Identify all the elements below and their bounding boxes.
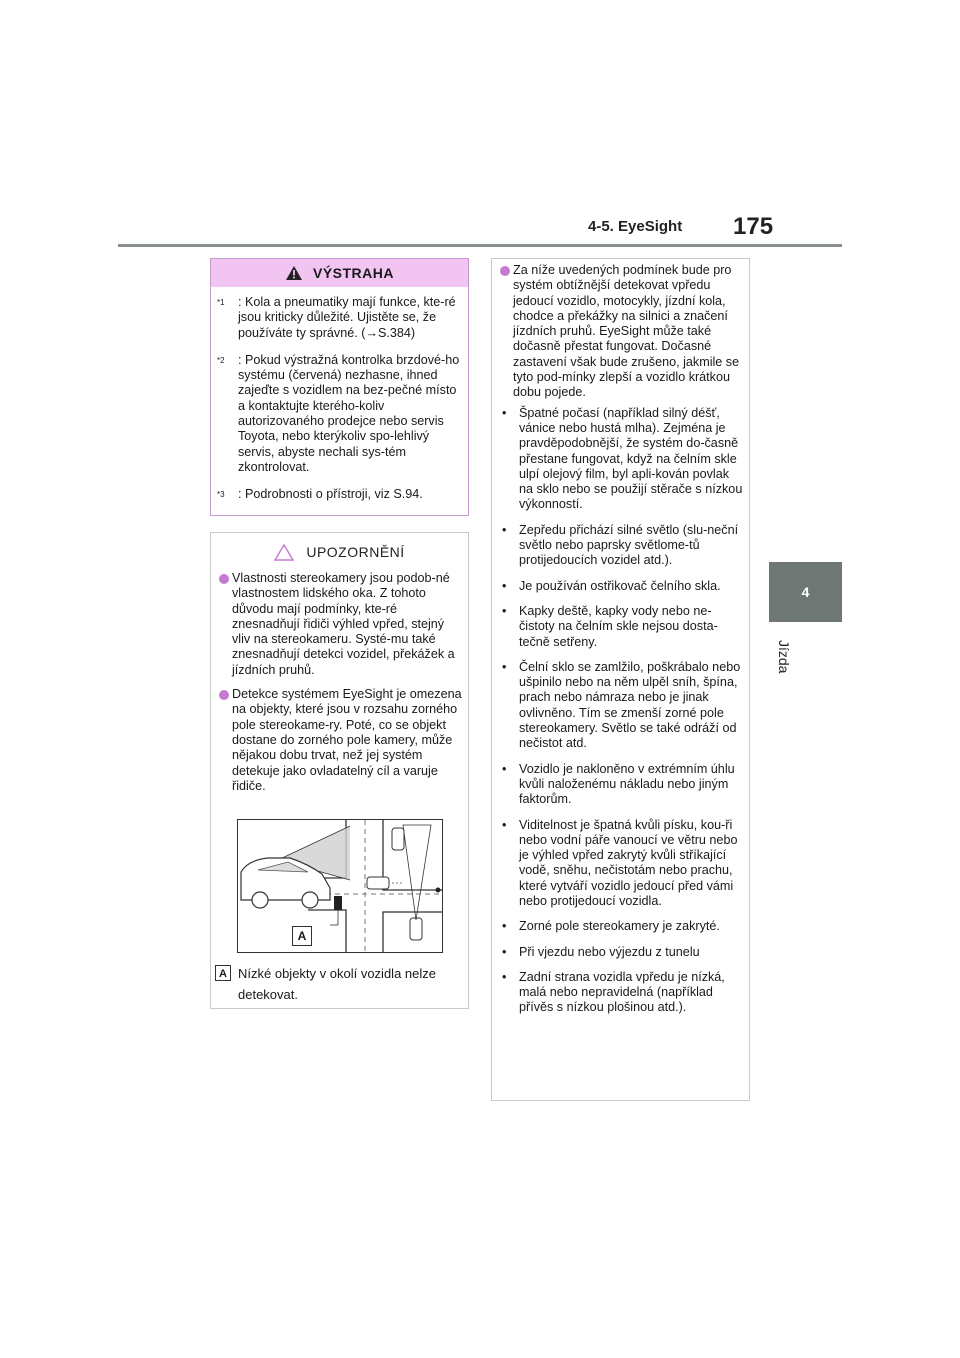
figure-label-a: A (292, 926, 312, 946)
condition-item: • Špatné počasí (například silný déšť, vánice nebo hustá mlha). Zejména je pravděpodobnější, že systém do-časně přestane fungovat, když na čelním skle ulpí olejový film, byl apli-kován povlak na sklo nebo se použijí stěrače s nízkou výkonností. (502, 405, 743, 512)
warning-icon (285, 265, 303, 281)
caution-title: UPOZORNĚNÍ (306, 544, 405, 560)
caution-box (210, 532, 469, 1009)
condition-item: • Je používán ostřikovač čelního skla. (502, 578, 721, 593)
condition-item: • Při vjezdu nebo výjezdu z tunelu (502, 944, 700, 959)
warning-notes (211, 287, 468, 503)
conditions-intro (498, 263, 744, 401)
condition-item: • Zadní strana vozidla vpředu je nízká, malá nebo nepravidelná (například přívěs s nízkou plošinou atd.). (502, 969, 725, 1015)
condition-item: • Zepředu přichází silné světlo (slu-neční světlo nebo paprsky světlome-tů protijedoucích vozidel atd.). (502, 522, 739, 568)
chapter-label-text: Jízda (776, 640, 792, 674)
road-illustration (238, 820, 442, 952)
caution-item (217, 571, 463, 678)
note-mark: *2 (217, 355, 225, 365)
warning-title: VÝSTRAHA (312, 265, 394, 281)
condition-item: • Vozidlo je nakloněno v extrémním úhlu kvůli naloženému nákladu nebo jiným faktorům. (502, 761, 735, 807)
page-number: 175 (733, 213, 774, 240)
bullet-icon (219, 574, 229, 584)
warning-note (217, 353, 463, 475)
caution-item-text: Detekce systémem EyeSight je omezena na objekty, které jsou v rozsahu zorného pole stereokame-ry. Poté, co se objekt dostane do zorného pole kamery, může nějakou dobu trvat, než jej systém detekuje jako ovladatelný cíl a varuje řidiče. (232, 687, 462, 793)
note-text: : Pokud výstražná kontrolka brzdové-ho systému (červená) nezhasne, ihned zajeďte s vozidlem na bez-pečné místo a kontaktujte kterého-koliv autorizovaného prodejce nebo servis Toyota, nebo kterýkoliv spo-lehlivý servis, abyste nechali sys-tém zkontrolovat. (238, 352, 460, 474)
detection-figure (237, 819, 443, 953)
note-text: : Podrobnosti o přístroji, viz S.94. (238, 487, 423, 502)
chapter-tab: 4 (769, 562, 842, 622)
caution-item (217, 687, 463, 794)
warning-header (211, 259, 468, 287)
bullet-icon (500, 266, 510, 276)
note-mark: *1 (217, 298, 225, 307)
bullet-icon (219, 690, 229, 700)
intro-text: Za níže uvedených podmínek bude pro systém obtížnější detekovat vpředu jedoucí vozidlo, motocykly, jízdní kola, chodce a překážky na silnici a značení jízdních pruhů. EyeSight může také dočasně přestat fungovat. Dočasné zastavení však bude zrušeno, jakmile se tyto pod-mínky zlepší a vozidlo krátkou dobu pojede. (513, 263, 740, 400)
conditions-box (491, 258, 750, 1101)
warning-box (210, 258, 469, 516)
condition-item: • Zorné pole stereokamery je zakryté. (502, 919, 720, 934)
section-title: 4-5. EyeSight (588, 218, 683, 235)
caption-label-a: A (215, 965, 231, 981)
condition-item: • Viditelnost je špatná kvůli písku, kou-ři nebo vodní páře vanoucí ve větru nebo je výhled vpřed zakrytý kvůli stříkající vodě, sněhu, nečistotám nebo prachu, které vytváří vozidlo jedoucí před vámi nebo protijedoucí vozidla. (502, 817, 738, 908)
caption-text: Nízké objekty v okolí vozidla nelze detekovat. (238, 966, 436, 1002)
warning-note (217, 295, 463, 341)
warning-note (217, 487, 463, 502)
note-mark: *3 (217, 490, 225, 500)
note-text: : Kola a pneumatiky mají funkce, kte-ré jsou kriticky důležité. Ujistěte se, že používáte ty správné. (→S.384) (238, 295, 456, 340)
condition-item: • Kapky deště, kapky vody nebo ne-čistoty na čelním skle nejsou dosta-tečně setřeny. (502, 603, 718, 649)
condition-item: • Čelní sklo se zamlžilo, poškrábalo nebo ušpinilo nebo na něm ulpěl sníh, špína, prach nebo námraza nebo je jinak ovlivněno. Tím se zmenší zorné pole stereokamery. Světlo se také odráží od nečistot atd. (502, 659, 741, 751)
chapter-label (778, 640, 818, 700)
caution-item-text: Vlastnosti stereokamery jsou podob-né vlastnostem lidského oka. Z tohoto důvodu mají podmínky, kte-ré znesnadňují řidiči výhled vpřed, stejný vliv na stereokameru. Systé-mu také znesnadňují detekci vozidel, překážek a jízdních pruhů. (232, 571, 455, 677)
figure-caption (215, 963, 465, 1005)
header-rule (118, 244, 842, 247)
caution-icon (274, 544, 294, 561)
caution-header (211, 537, 468, 567)
